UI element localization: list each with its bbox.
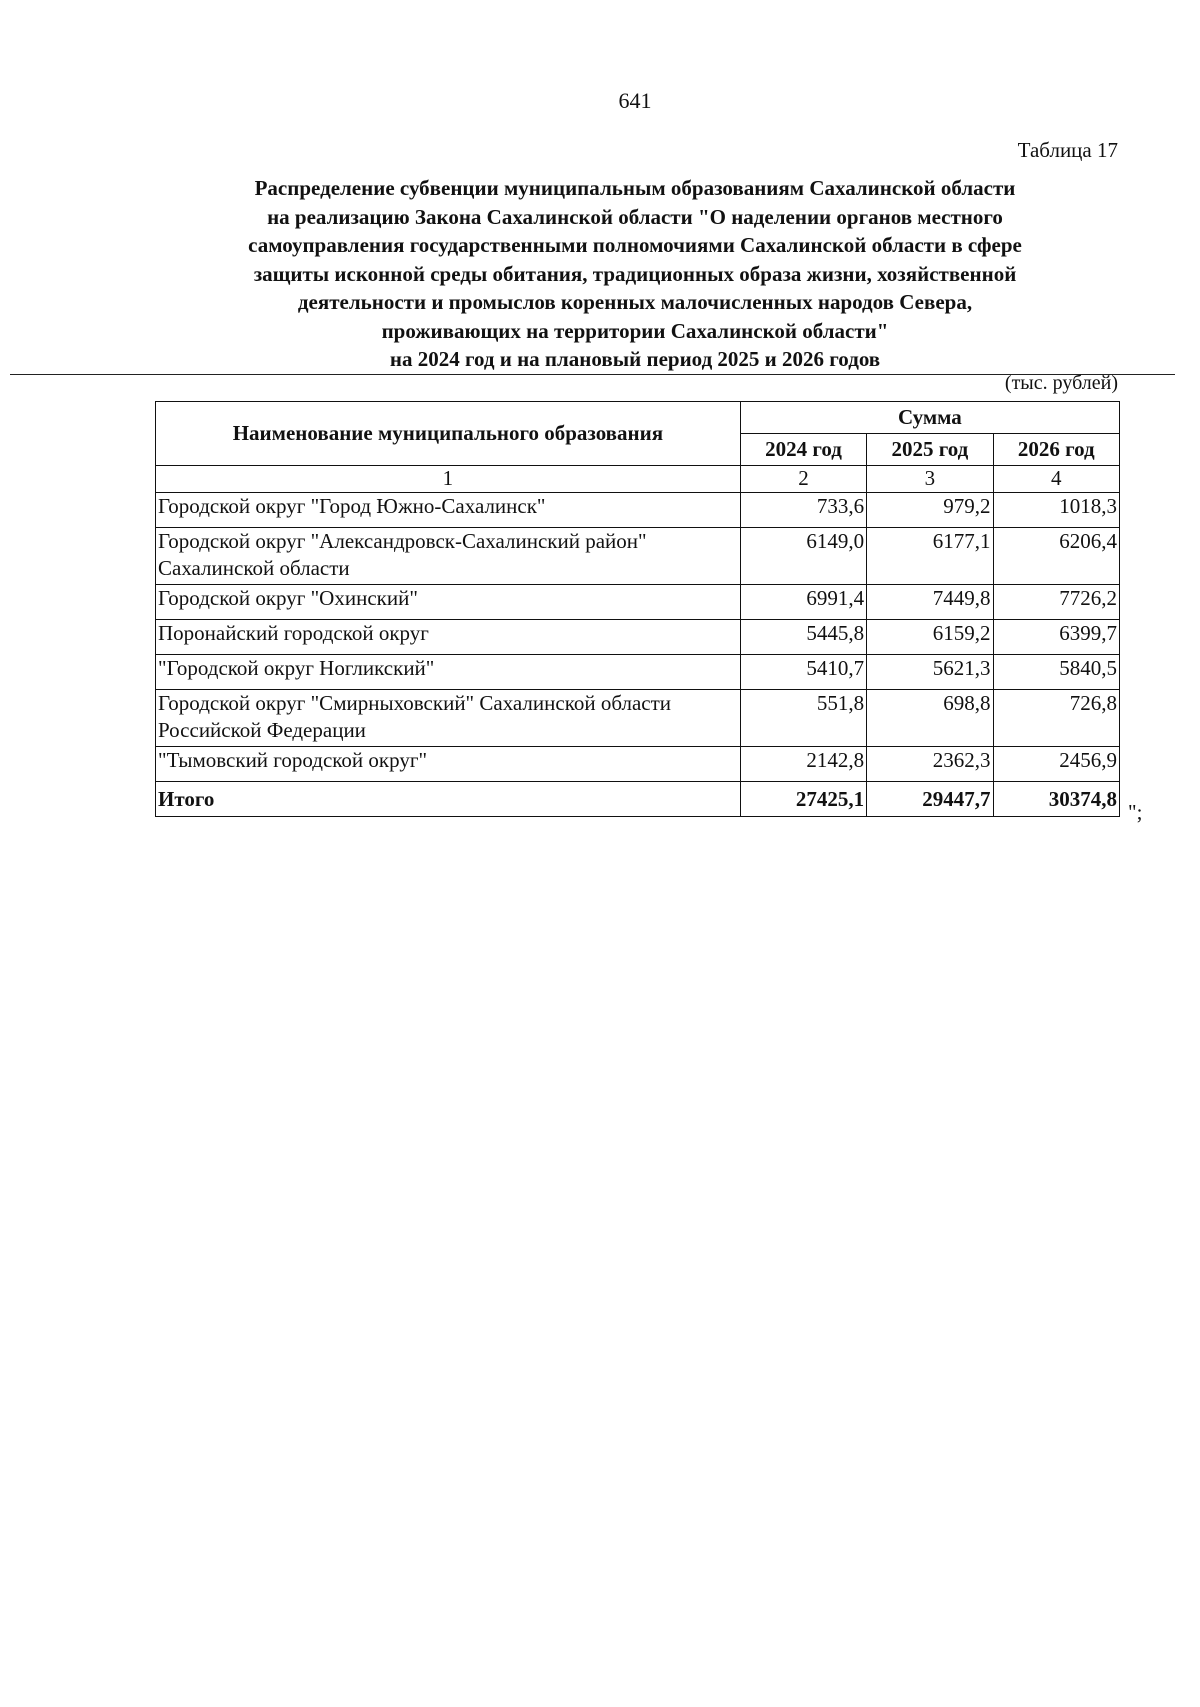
page-number: 641 — [618, 88, 652, 113]
table-row — [156, 528, 1120, 585]
heading-line: самоуправления государственными полномочиями Сахалинской области в сфере — [248, 233, 1022, 257]
column-index: 4 — [993, 466, 1119, 493]
row-name: Городской округ "Смирныховский" Сахалинской области Российской Федерации — [156, 690, 741, 747]
row-value-2026: 726,8 — [993, 690, 1119, 747]
row-value-2026: 7726,2 — [993, 585, 1119, 620]
heading-line: на 2024 год и на плановый период 2025 и 2026 годов — [389, 347, 881, 371]
table-row — [156, 493, 1120, 528]
total-label: Итого — [156, 782, 741, 817]
header-name: Наименование муниципального образования — [156, 402, 741, 466]
horizontal-rule — [10, 374, 1175, 375]
table-row — [156, 585, 1120, 620]
total-value-2024: 27425,1 — [740, 782, 866, 817]
total-value-2026: 30374,8 — [993, 782, 1119, 817]
column-index: 2 — [740, 466, 866, 493]
row-name: Поронайский городской округ — [156, 620, 741, 655]
row-value-2025: 5621,3 — [867, 655, 993, 690]
row-value-2026: 5840,5 — [993, 655, 1119, 690]
table-row — [156, 655, 1120, 690]
row-value-2025: 6159,2 — [867, 620, 993, 655]
row-value-2024: 6991,4 — [740, 585, 866, 620]
row-value-2024: 6149,0 — [740, 528, 866, 585]
heading-line: проживающих на территории Сахалинской области" — [381, 318, 889, 343]
row-name: "Городской округ Ногликский" — [156, 655, 741, 690]
heading-line: на реализацию Закона Сахалинской области "О наделении органов местного — [267, 204, 1003, 229]
row-value-2026: 1018,3 — [993, 493, 1119, 528]
row-value-2024: 2142,8 — [740, 747, 866, 782]
row-value-2026: 6206,4 — [993, 528, 1119, 585]
heading-line: деятельности и промыслов коренных малочисленных народов Севера, — [297, 290, 973, 314]
column-index: 1 — [156, 466, 741, 493]
total-value-2025: 29447,7 — [867, 782, 993, 817]
heading-line: Распределение субвенции муниципальным образованиям Сахалинской области — [254, 176, 1016, 200]
row-value-2025: 979,2 — [867, 493, 993, 528]
header-year-2024: 2024 год — [740, 434, 866, 466]
row-value-2024: 5445,8 — [740, 620, 866, 655]
document-heading — [150, 174, 1120, 374]
table-row — [156, 690, 1120, 747]
table-total-row — [156, 782, 1120, 817]
row-name: "Тымовский городской округ" — [156, 747, 741, 782]
row-name: Городской округ "Александровск-Сахалинский район" Сахалинской области — [156, 528, 741, 585]
table-row — [156, 747, 1120, 782]
heading-line: защиты исконной среды обитания, традиционных образа жизни, хозяйственной — [253, 261, 1017, 286]
row-value-2025: 7449,8 — [867, 585, 993, 620]
row-value-2025: 698,8 — [867, 690, 993, 747]
subsidy-table — [155, 401, 1120, 817]
header-sum: Сумма — [740, 402, 1119, 434]
table-header-row — [156, 402, 1120, 434]
row-value-2024: 551,8 — [740, 690, 866, 747]
column-index-row — [156, 466, 1120, 493]
header-year-2026: 2026 год — [993, 434, 1119, 466]
row-value-2025: 2362,3 — [867, 747, 993, 782]
header-year-2025: 2025 год — [867, 434, 993, 466]
row-value-2025: 6177,1 — [867, 528, 993, 585]
closing-quote-mark: "; — [1128, 800, 1143, 824]
row-value-2024: 733,6 — [740, 493, 866, 528]
row-value-2026: 2456,9 — [993, 747, 1119, 782]
table-label: Таблица 17 — [1017, 138, 1118, 162]
row-value-2024: 5410,7 — [740, 655, 866, 690]
row-name: Городской округ "Город Южно-Сахалинск" — [156, 493, 741, 528]
table-row — [156, 620, 1120, 655]
row-name: Городской округ "Охинский" — [156, 585, 741, 620]
column-index: 3 — [867, 466, 993, 493]
units-label: (тыс. рублей) — [1004, 372, 1118, 394]
row-value-2026: 6399,7 — [993, 620, 1119, 655]
